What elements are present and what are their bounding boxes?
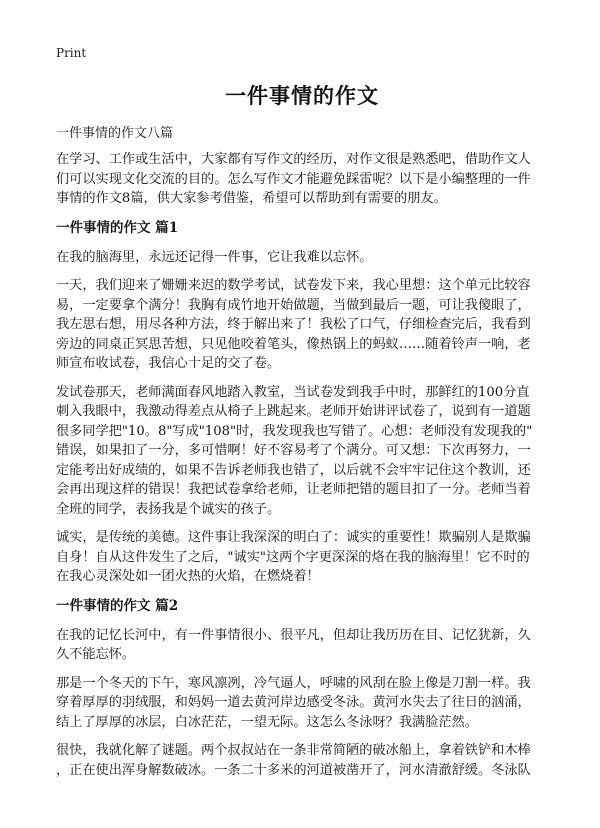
text-line: 会再出现这样的错误！我把试卷拿给老师，让老师把错的题目扣了一分。老师当着 — [56, 482, 531, 497]
paragraph — [56, 248, 548, 268]
text-line: 在学习、工作或生活中，大家都有写作文的经历，对作文很是熟悉吧，借助作文人 — [56, 152, 531, 167]
page-title: 一件事情的作文 — [225, 83, 379, 108]
text-line: 久不能忘怀。 — [56, 647, 136, 662]
paragraph — [56, 626, 548, 665]
text-line: 我左思右想，用尽各种方法，终于解出来了！我松了口气，仔细检查完后，我看到 — [56, 317, 531, 332]
text-line: 在我心灵深处如一团火热的火焰，在燃烧着！ — [56, 569, 320, 584]
text-line: 刺入我眼中，我激动得差点从椅子上跳起来。老师开始讲评试卷了，说到有一道题 — [56, 404, 531, 419]
text-line: 很快，我就化解了谜题。两个叔叔站在一条非常简陋的破冰船上，拿着铁铲和木棒 — [56, 743, 531, 758]
text-line: 旁边的同桌正冥思苦想，只见他咬着笔头，像热锅上的蚂蚁……随着铃声一响，老 — [56, 336, 531, 352]
text-line: 在我的记忆长河中，有一件事情很小、很平凡，但却让我历历在目、记忆犹新，久 — [56, 627, 531, 643]
text-line: 穿着厚厚的羽绒服，和妈妈一道去黄河岸边感受冬泳。黄河水失去了往日的汹涌， — [56, 695, 531, 710]
text-line: 定能考出好成绩的，如果不告诉老师我也错了，以后就不会牢牢记住这个教训，还 — [56, 462, 531, 478]
section-heading: 一件事情的作文 篇1 — [56, 219, 179, 236]
section-heading: 一件事情的作文 篇2 — [56, 597, 179, 614]
text-line: 很多同学把"10。8"写成"108"时，我发现我也写错了。心想：老师没有发现我的" — [56, 423, 533, 439]
text-line: 们可以实现文化交流的目的。怎么写作文才能避免踩雷呢？以下是小编整理的一件 — [56, 171, 531, 187]
paragraph — [56, 276, 548, 374]
text-line: 易，一定要拿个满分！我胸有成竹地开始做题，当做到最后一题，可让我傻眼了， — [56, 297, 531, 313]
text-line: 发试卷那天，老师满面春风地踏入教室，当试卷发到我手中时，那鲜红的100分直 — [56, 384, 530, 400]
intro-paragraph — [56, 150, 548, 209]
text-line: 一天，我们迎来了姗姗来迟的数学考试，试卷发下来，我心里想：这个单元比较容 — [56, 278, 531, 293]
article-body — [56, 150, 548, 789]
paragraph — [56, 528, 548, 587]
text-line: 自身！自从这件发生了之后，"诚实"这两个字更深深的烙在我的脑海里！它不时的 — [56, 549, 530, 565]
text-line: 全班的同学，表扬我是个诚实的孩子。 — [56, 501, 281, 517]
text-line: 事情的作文8篇，供大家参考借鉴，希望可以帮助到有需要的朋友。 — [56, 191, 447, 206]
paragraph — [56, 741, 548, 780]
paragraph — [56, 383, 548, 520]
text-line: 错误，如果扣了一分，多可惜啊！好不容易考了个满分。可又想：下次再努力，一 — [56, 443, 531, 458]
text-line: 在我的脑海里，永远还记得一件事，它让我难以忘怀。 — [56, 249, 373, 265]
print-link[interactable]: Print — [56, 46, 87, 60]
text-line: 结上了厚厚的冰层，白冰茫茫，一望无际。这怎么冬泳呀？我满脸茫然。 — [56, 714, 478, 730]
subtitle: 一件事情的作文八篇 — [56, 126, 174, 141]
text-line: ，正在使出浑身解数破冰。一条二十多米的河道被凿开了，河水清澈舒缓。冬泳队 — [56, 762, 531, 778]
text-line: 诚实，是传统的美德。这件事让我深深的明白了：诚实的重要性！欺骗别人是欺骗 — [56, 530, 531, 545]
text-line: 师宣布收试卷，我信心十足的交了卷。 — [56, 356, 281, 371]
text-line: 那是一个冬天的下午，寒风凛冽，冷气逼人，呼啸的风刮在脸上像是刀割一样。我 — [56, 675, 531, 691]
paragraph — [56, 674, 548, 733]
